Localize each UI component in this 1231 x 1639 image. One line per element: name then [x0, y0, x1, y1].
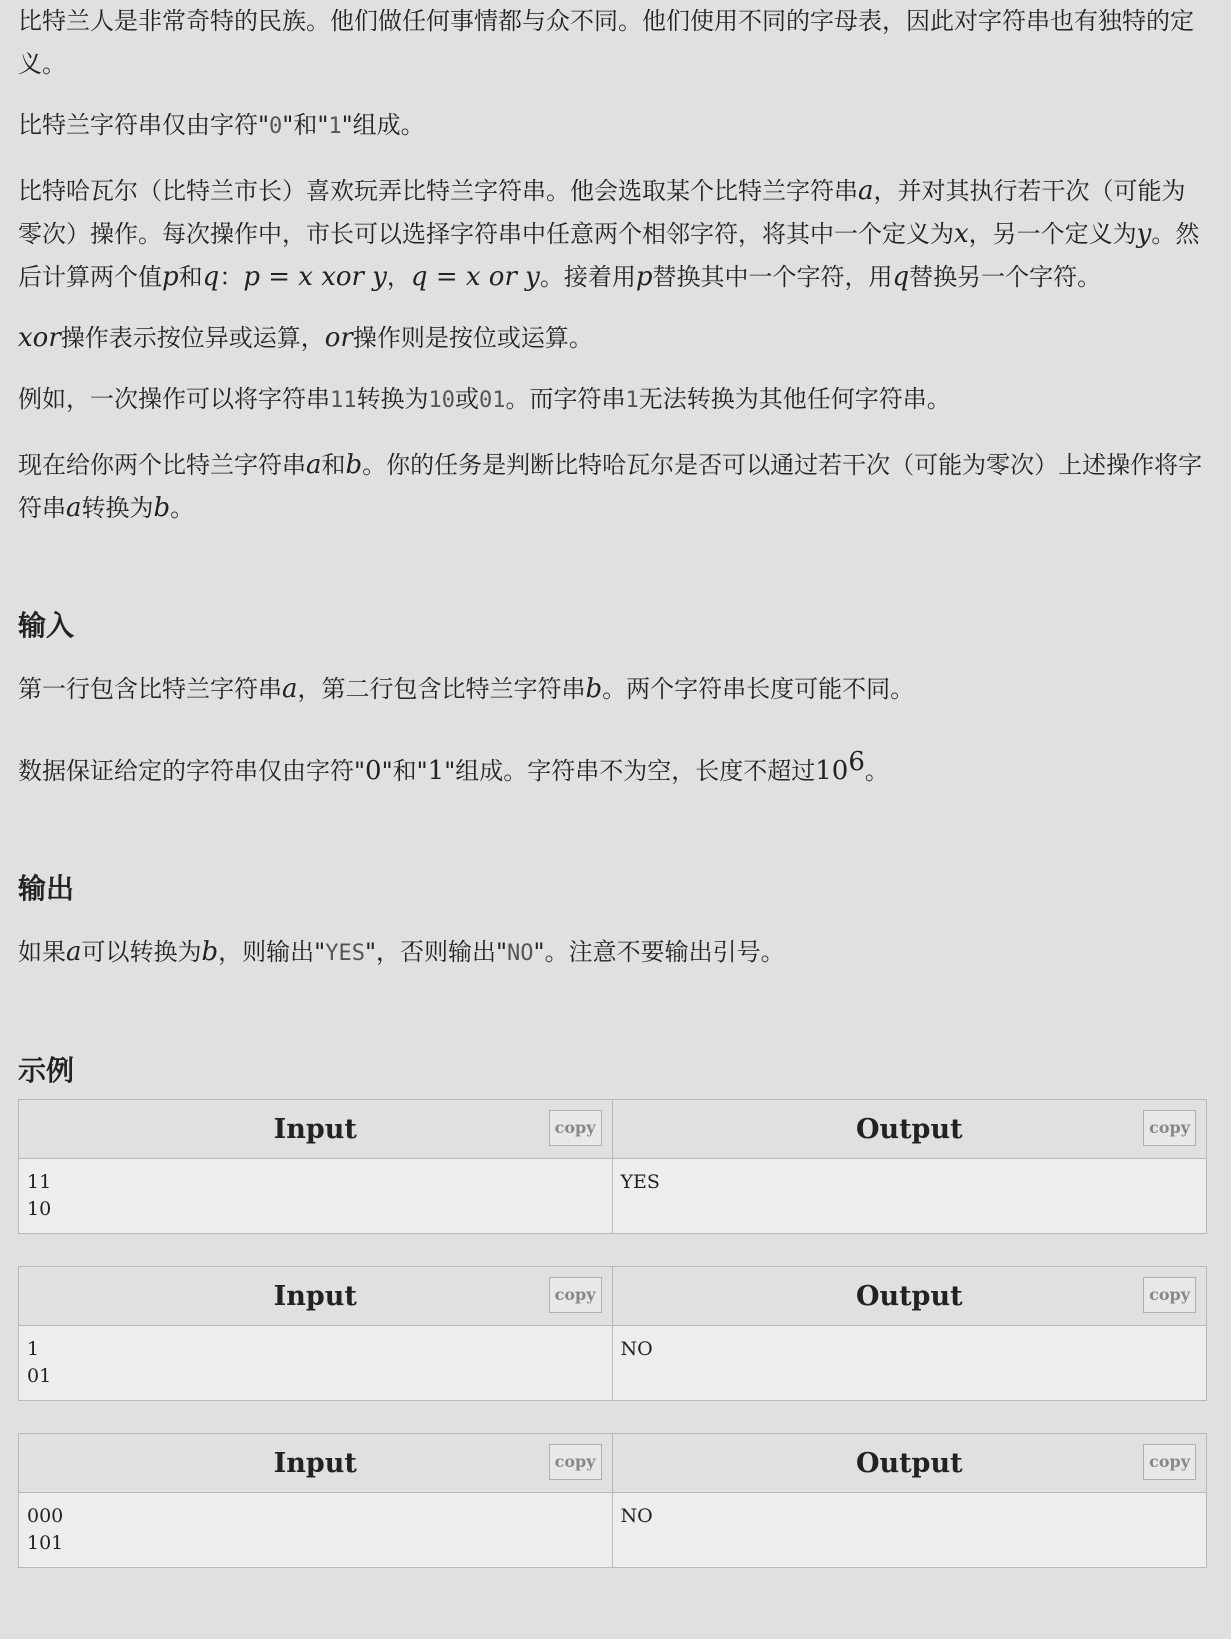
copy-output-button[interactable]: copy: [1143, 1277, 1196, 1313]
statement-paragraph-4: xor操作表示按位异或运算，or操作则是按位或运算。: [18, 323, 593, 353]
sample-input: 000 101: [19, 1493, 613, 1567]
input-paragraph-2: 数据保证给定的字符串仅由字符"0"和"1"组成。字符串不为空，长度不超过$10^6$。: [18, 747, 889, 786]
statement-paragraph-5: 例如，一次操作可以将字符串11转换为10或01。而字符串1无法转换为其他任何字符串。: [18, 385, 951, 413]
sample-output: NO: [613, 1493, 1207, 1567]
sample-input-header: Input copy: [19, 1100, 613, 1159]
copy-output-button[interactable]: copy: [1143, 1444, 1196, 1480]
sample-input: 1 01: [19, 1326, 613, 1400]
copy-input-button[interactable]: copy: [549, 1110, 602, 1146]
sample-input-header: Input copy: [19, 1434, 613, 1493]
input-section: [18, 604, 1206, 793]
sample-input-header: Input copy: [19, 1267, 613, 1326]
copy-input-button[interactable]: copy: [549, 1277, 602, 1313]
sample-test: [18, 1099, 1207, 1234]
output-section-title: 输出: [18, 872, 75, 905]
output-section: [18, 867, 1206, 975]
sample-test: [18, 1266, 1207, 1401]
formula-xor: p = x xor y: [243, 262, 387, 292]
sample-output-header: Output copy: [613, 1100, 1207, 1159]
sample-output-header: Output copy: [613, 1267, 1207, 1326]
formula-or: q = x or y: [410, 262, 540, 292]
input-paragraph-1: 第一行包含比特兰字符串a，第二行包含比特兰字符串b。两个字符串长度可能不同。: [18, 674, 915, 704]
examples-section: [18, 1049, 1206, 1568]
copy-output-button[interactable]: copy: [1143, 1110, 1196, 1146]
sample-test: [18, 1433, 1207, 1568]
input-section-title: 输入: [18, 609, 75, 642]
statement-paragraph-6: 现在给你两个比特兰字符串a和b。你的任务是判断比特哈瓦尔是否可以通过若干次（可能为零次）上述操作将字符串a转换为b。: [18, 450, 1203, 523]
statement-paragraph-1: 比特兰人是非常奇特的民族。他们做任何事情都与众不同。他们使用不同的字母表，因此对字符串也有独特的定义。: [18, 7, 1194, 78]
sample-output-header: Output copy: [613, 1434, 1207, 1493]
output-paragraph-1: 如果a可以转换为b，则输出"YES"，否则输出"NO"。注意不要输出引号。: [18, 937, 785, 967]
statement: [18, 0, 1206, 530]
statement-paragraph-3: 比特哈瓦尔（比特兰市长）喜欢玩弄比特兰字符串。他会选取某个比特兰字符串a，并对其执行若干次（可能为零次）操作。每次操作中，市长可以选择字符串中任意两个相邻字符，将其中一个定义为x，另一个定义为y。然后计算两个值p和q：p = x xor y，q = x or y。接着用p替换其中一个字符，用q替换另一个字符。: [18, 176, 1200, 292]
sample-output: YES: [613, 1159, 1207, 1233]
examples-section-title: 示例: [18, 1054, 75, 1087]
sample-output: NO: [613, 1326, 1207, 1400]
sample-input: 11 10: [19, 1159, 613, 1233]
copy-input-button[interactable]: copy: [549, 1444, 602, 1480]
statement-paragraph-2: 比特兰字符串仅由字符"0"和"1"组成。: [18, 111, 425, 139]
